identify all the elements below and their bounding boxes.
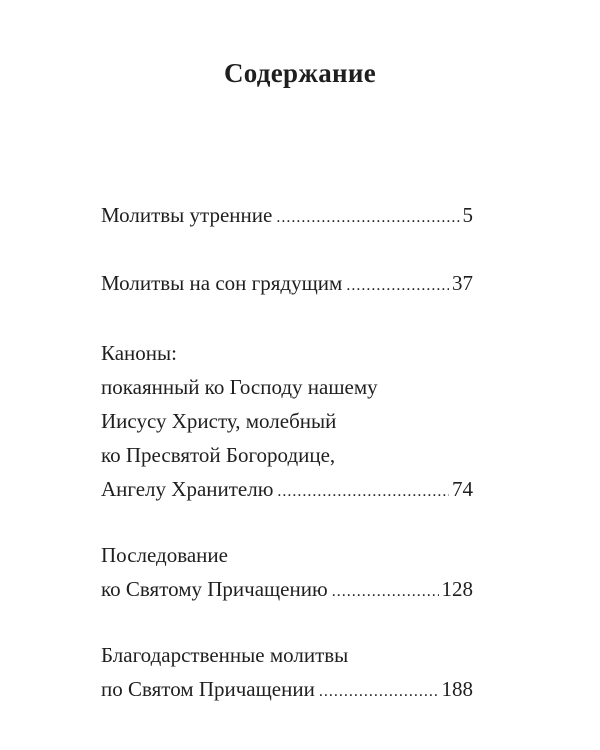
toc-entry-title-line: покаянный ко Господу нашему bbox=[101, 375, 378, 399]
toc-entry-title: Молитвы на сон грядущим bbox=[101, 271, 343, 295]
toc-entry-morning-prayers bbox=[101, 198, 473, 232]
dot-leader bbox=[277, 475, 449, 509]
toc-entry-title-line: ко Пресвятой Богородице, bbox=[101, 443, 336, 467]
toc-entry-line bbox=[101, 472, 473, 506]
toc-entry-title-line: Последование bbox=[101, 543, 228, 567]
toc-page-number: 188 bbox=[441, 677, 473, 701]
toc-entry-line bbox=[101, 198, 473, 232]
toc-entry-title: по Святом Причащении bbox=[101, 677, 315, 701]
dot-leader bbox=[319, 675, 439, 709]
toc-entry-title: Молитвы утренние bbox=[101, 203, 273, 227]
dot-leader bbox=[346, 269, 449, 303]
toc-page-number: 128 bbox=[441, 577, 473, 601]
toc-entry-title-line: Каноны: bbox=[101, 341, 177, 365]
toc-entry-title-line: Иисусу Христу, молебный bbox=[101, 409, 337, 433]
dot-leader bbox=[276, 201, 459, 235]
toc-entry-communion-rite bbox=[101, 538, 473, 606]
toc-entry-title: Ангелу Хранителю bbox=[101, 477, 274, 501]
toc-entry-line bbox=[101, 672, 473, 706]
toc-page-number: 5 bbox=[462, 203, 473, 227]
toc-entry-thanksgiving-prayers bbox=[101, 638, 473, 706]
toc-entry-title-line: Благодарственные молитвы bbox=[101, 643, 349, 667]
toc-entry-canons bbox=[101, 336, 473, 506]
toc-entry-line bbox=[101, 572, 473, 606]
toc-page-number: 74 bbox=[452, 477, 473, 501]
dot-leader bbox=[332, 575, 439, 609]
toc-entry-title: ко Святому Причащению bbox=[101, 577, 328, 601]
toc-entry-line bbox=[101, 266, 473, 300]
toc-page-number: 37 bbox=[452, 271, 473, 295]
toc-entry-evening-prayers bbox=[101, 266, 473, 300]
page-title: Содержание bbox=[223, 58, 377, 88]
